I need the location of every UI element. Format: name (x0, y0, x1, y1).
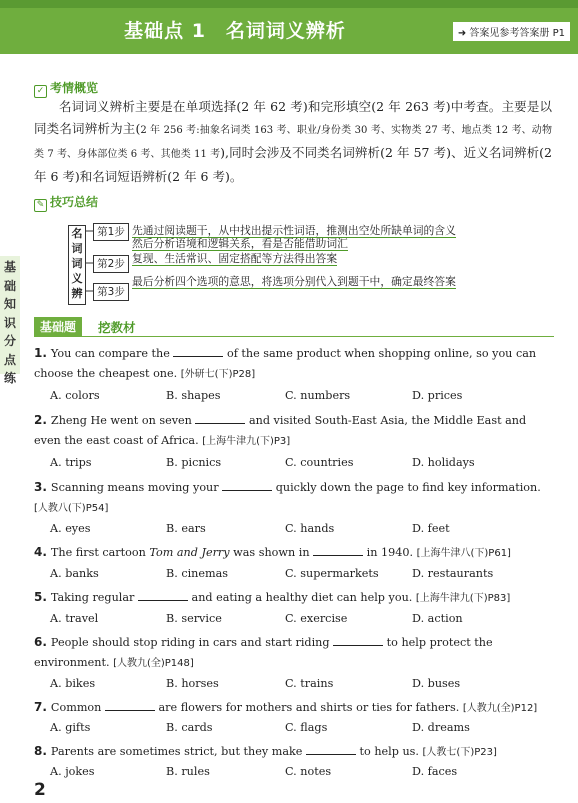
overview-detail: 2 年 256 考:抽象名词类 163 考、职业/身份类 30 考、实物类 27 考、地点类 12 考、动物类 7 考、身体部位类 6 考、其他类 11 考 (34, 125, 552, 160)
option-b[interactable]: B. rules (166, 765, 210, 778)
question-source: [人教九(全)P148] (113, 658, 194, 669)
answer-blank[interactable] (138, 589, 188, 601)
question-5 (34, 587, 554, 609)
question-text: Zheng He went on seven (50, 414, 192, 427)
answer-blank[interactable] (195, 412, 245, 424)
question-number: 3. (34, 480, 47, 494)
option-b[interactable]: B. picnics (166, 456, 222, 469)
top-strip (0, 0, 578, 8)
section-overview-title: 考情概览 (50, 81, 99, 95)
option-b[interactable]: B. service (166, 612, 222, 625)
question-text-end: in 1940. (366, 546, 414, 559)
question-number: 7. (34, 700, 47, 714)
question-4 (34, 542, 554, 564)
question-1 (34, 343, 554, 385)
answer-blank[interactable] (306, 743, 356, 755)
option-d[interactable]: D. buses (412, 677, 461, 690)
pencil-icon: ✎ (34, 199, 47, 212)
option-d[interactable]: D. dreams (412, 721, 470, 734)
step-2-text (132, 237, 348, 251)
option-b[interactable]: B. cards (166, 721, 213, 734)
question-2 (34, 410, 554, 452)
option-c[interactable]: C. exercise (285, 612, 348, 625)
option-a[interactable]: A. bikes (50, 677, 96, 690)
page-header (0, 8, 578, 54)
overview-text-end: ),同时会涉及不同类名词辨析(2 年 57 考)、近义名词辨析(2 年 6 考)和名词短语辨析(2 年 6 考)。 (34, 145, 552, 184)
vertical-char: 义 (71, 272, 83, 285)
step-2-line-2: 复现、生活常识、固定搭配等方法得出答案 (132, 252, 338, 265)
question-text: People should stop riding in cars and start riding (50, 636, 330, 649)
step-1-label: 第1步 (93, 223, 129, 241)
question-5-options (50, 612, 550, 630)
page-number: 2 (34, 780, 46, 800)
question-8-options (50, 765, 550, 783)
question-text-end: and visited South-East Asia, the Middle East and even the east coast of Africa. (34, 414, 527, 447)
answer-reference-text: 答案见参考答案册 P1 (469, 28, 565, 39)
step-1-text (132, 224, 456, 238)
question-number: 6. (34, 635, 47, 649)
option-d[interactable]: D. feet (412, 522, 450, 535)
option-a[interactable]: A. trips (50, 456, 92, 469)
vertical-char: 辨 (71, 287, 83, 300)
question-text-end: and eating a healthy diet can help you. (191, 591, 413, 604)
steps-diagram (68, 223, 558, 305)
option-d[interactable]: D. holidays (412, 456, 475, 469)
cartoon-title: Tom and Jerry (149, 546, 230, 559)
answer-blank[interactable] (105, 699, 155, 711)
question-7-options (50, 721, 550, 739)
option-d[interactable]: D. restaurants (412, 567, 494, 580)
question-text-mid: was shown in (233, 546, 310, 559)
option-a[interactable]: A. jokes (50, 765, 95, 778)
question-number: 2. (34, 413, 47, 427)
question-text: Common (50, 701, 102, 714)
answer-blank[interactable] (222, 479, 272, 491)
answer-reference (453, 22, 570, 41)
side-tab-char: 础 (3, 278, 16, 293)
question-4-options (50, 567, 550, 585)
option-b[interactable]: B. ears (166, 522, 206, 535)
question-number: 4. (34, 545, 47, 559)
question-source: [上海牛津九(下)P83] (415, 593, 511, 604)
basic-questions-bar (34, 316, 554, 337)
step-3-line: 最后分析四个选项的意思，将选项分别代入到题干中，确定最终答案 (132, 275, 456, 288)
question-text: The first cartoon (50, 546, 146, 559)
option-d[interactable]: D. prices (412, 389, 463, 402)
question-source: [上海牛津八(下)P61] (416, 548, 511, 559)
step-2-line-1: 然后分析语境和逻辑关系，看是否能借助词汇 (132, 237, 348, 250)
question-number: 5. (34, 590, 47, 604)
answer-blank[interactable] (313, 544, 363, 556)
option-a[interactable]: A. travel (50, 612, 99, 625)
question-source: [上海牛津九(下)P3] (202, 436, 291, 447)
option-c[interactable]: C. countries (285, 456, 354, 469)
question-7 (34, 697, 554, 719)
question-text: Taking regular (50, 591, 135, 604)
option-c[interactable]: C. hands (285, 522, 335, 535)
option-a[interactable]: A. banks (50, 567, 99, 580)
question-2-options (50, 456, 550, 474)
question-text-end: of the same product when shopping online, so you can choose the cheapest one. (34, 347, 537, 380)
question-source: [人教八(下)P54] (34, 503, 109, 514)
question-text-end: to help us. (359, 745, 419, 758)
basic-subtitle: 挖教材 (98, 320, 136, 335)
option-b[interactable]: B. cinemas (166, 567, 229, 580)
section-tips-heading (34, 193, 98, 212)
question-1-options (50, 389, 550, 407)
answer-blank[interactable] (173, 345, 223, 357)
question-3 (34, 477, 554, 519)
question-3-options (50, 522, 550, 540)
option-c[interactable]: C. flags (285, 721, 328, 734)
question-source: [人教七(下)P23] (422, 747, 497, 758)
vertical-char: 词 (71, 257, 83, 270)
option-a[interactable]: A. colors (50, 389, 100, 402)
side-tab-char: 点 (3, 352, 16, 367)
option-a[interactable]: A. gifts (50, 721, 91, 734)
arrow-right-icon: ➜ (457, 28, 467, 39)
step-2-text-2 (132, 252, 337, 266)
option-b[interactable]: B. horses (166, 677, 219, 690)
vertical-char: 名 (71, 227, 83, 240)
steps-vertical-label (68, 225, 86, 305)
option-b[interactable]: B. shapes (166, 389, 221, 402)
basic-tag: 基础题 (34, 317, 82, 336)
question-text: Scanning means moving your (50, 481, 219, 494)
question-text: You can compare the (50, 347, 170, 360)
option-c[interactable]: C. numbers (285, 389, 351, 402)
side-tab-char: 识 (3, 315, 16, 330)
option-c[interactable]: C. supermarkets (285, 567, 379, 580)
option-c[interactable]: C. trains (285, 677, 334, 690)
option-d[interactable]: D. action (412, 612, 463, 625)
overview-text: 名词词义辨析主要是在单项选择(2 年 62 考)和完形填空(2 年 263 考)中考查。主要是以同类名词辨析为主( (34, 99, 552, 136)
question-source: [人教九(全)P12] (462, 703, 538, 714)
question-text-end: to help protect the environment. (34, 636, 493, 669)
option-a[interactable]: A. eyes (50, 522, 91, 535)
side-tab-char: 知 (3, 297, 16, 311)
question-number: 1. (34, 346, 47, 360)
side-tab (0, 256, 20, 385)
question-8 (34, 741, 554, 763)
question-text-end: are flowers for mothers and shirts or ties for fathers. (158, 701, 460, 714)
step-1-line: 先通过阅读题干，从中找出提示性词语，推测出空处所缺单词的含义 (132, 224, 456, 237)
overview-paragraph (34, 96, 552, 188)
check-icon: ✓ (34, 85, 47, 98)
question-6 (34, 632, 554, 674)
step-3-label: 第3步 (93, 283, 129, 301)
side-tab-char: 分 (3, 334, 16, 348)
question-6-options (50, 677, 550, 695)
step-2-label: 第2步 (93, 255, 129, 273)
page-title: 基础点 1 名词词义辨析 (124, 20, 346, 42)
question-source: [外研七(下)P28] (180, 369, 256, 380)
answer-blank[interactable] (333, 634, 383, 646)
side-tab-char: 基 (3, 260, 16, 274)
question-text: Parents are sometimes strict, but they make (50, 745, 303, 758)
option-d[interactable]: D. faces (412, 765, 458, 778)
question-text-end: quickly down the page to find key information. (275, 481, 541, 494)
option-c[interactable]: C. notes (285, 765, 332, 778)
vertical-char: 词 (71, 242, 83, 255)
question-number: 8. (34, 744, 47, 758)
side-tab-char: 练 (3, 371, 16, 385)
section-tips-title: 技巧总结 (50, 195, 99, 209)
step-3-text (132, 275, 456, 289)
